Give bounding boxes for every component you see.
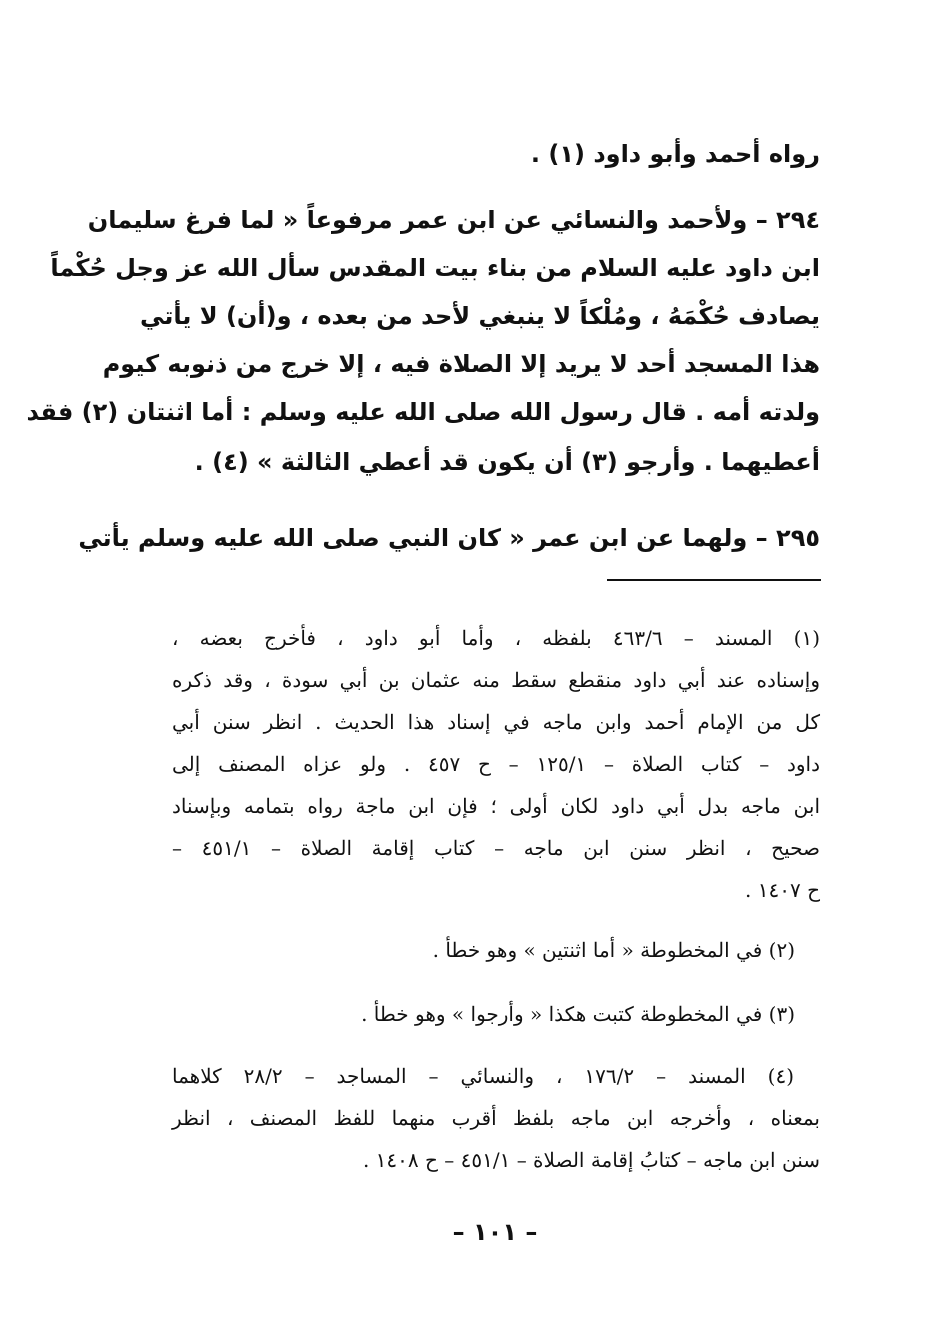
text-line-rawahu: رواه أحمد وأبو داود (١) . <box>530 140 820 168</box>
footnote-2: (٢) في المخطوطة « أما اثنتين » وهو خطأ . <box>432 938 795 962</box>
footnote-3: (٣) في المخطوطة كتبت هكذا « وأرجوا » وهو خطأ . <box>361 1002 795 1026</box>
hadith-294-line-6: أعطيهما . وأرجو (٣) أن يكون قد أعطي الثالثة » (٤) . <box>194 448 820 476</box>
footnote-1-line-1: (١) المسند – ٤٦٣/٦ بلفظه ، وأما أبو داود ، فأخرج بعضه ، <box>172 626 821 650</box>
hadith-294-line-2: ابن داود عليه السلام من بناء بيت المقدس سأل الله عز وجل حُكْماً <box>50 254 820 282</box>
hadith-294-line-1: ٢٩٤ – ولأحمد والنسائي عن ابن عمر مرفوعاً « لما فرغ سليمان <box>87 206 820 234</box>
hadith-295-line-1: ٢٩٥ – ولهما عن ابن عمر « كان النبي صلى الله عليه وسلم يأتي <box>78 524 820 552</box>
footnote-1-line-5: ابن ماجه بدل أبي داود لكان أولى ؛ فإن ابن ماجة رواه بتمامه وبإسناد <box>172 794 820 818</box>
footnote-4-line-3: سنن ابن ماجه – كتابُ إقامة الصلاة – ٤٥١/١ – ح ١٤٠٨ . <box>362 1148 820 1172</box>
hadith-294-line-5: ولدته أمه . قال رسول الله صلى الله عليه وسلم : أما اثنتان (٢) فقد <box>26 398 820 426</box>
footnote-1-line-6: صحيح ، انظر سنن ابن ماجه – كتاب إقامة الصلاة – ٤٥١/١ – <box>172 836 821 860</box>
hadith-294-line-3: يصادف حُكْمَهُ ، ومُلْكاً لا ينبغي لأحد من بعده ، و(أن) لا يأتي <box>140 302 820 330</box>
footnote-4-line-2: بمعناه ، وأخرجه ابن ماجه بلفظ أقرب منهما للفظ المصنف ، انظر <box>172 1106 821 1130</box>
footnote-1-line-4: داود – كتاب الصلاة – ١٢٥/١ – ح ٤٥٧ . ولو عزاه المصنف إلى <box>172 752 821 776</box>
hadith-294-line-4: هذا المسجد أحد لا يريد إلا الصلاة فيه ، إلا خرج من ذنوبه كيوم <box>102 350 820 378</box>
footnote-1-line-7: ح ١٤٠٧ . <box>745 878 820 902</box>
page-number: – ١٠١ – <box>452 1218 538 1246</box>
footnote-separator <box>607 579 821 581</box>
footnote-1-line-2: وإسناده عند أبي داود منقطع سقط منه عثمان بن أبي سودة ، وقد ذكره <box>172 668 820 692</box>
footnote-4-line-1: (٤) المسند – ١٧٦/٢ ، والنسائي – المساجد – ٢٨/٢ كلاهما <box>172 1064 795 1088</box>
footnote-1-line-3: كل من الإمام أحمد وابن ماجه في إسناد هذا الحديث . انظر سنن أبي <box>172 710 820 734</box>
